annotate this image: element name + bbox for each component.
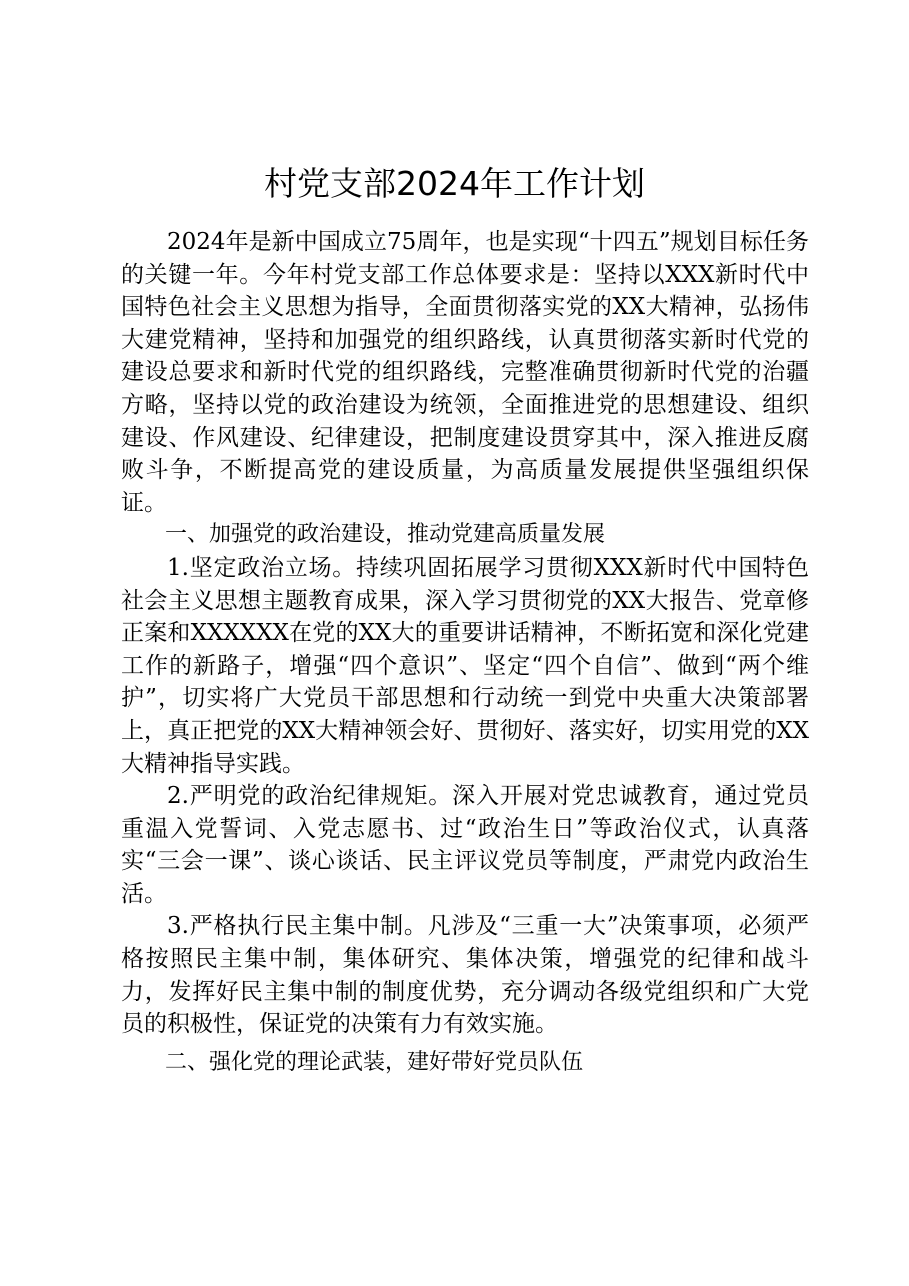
section1-item-1: 1.坚定政治立场。持续巩固拓展学习贯彻XXX新时代中国特色社会主义思想主题教育成果，深入学习贯彻党的XX大报告、党章修正案和XXXXXX在党的XX大的重要讲话精神，不断拓宽和深化党建工作的新路子，增强“四个意识”、坚定“四个自信”、做到“两个维护”，切实将广大党员干部思想和行动统一到党中央重大决策部署上，真正把党的XX大精神领会好、贯彻好、落实好，切实用党的XX大精神指导实践。 (121, 554, 809, 777)
document-title: 村党支部2024年工作计划 (264, 164, 645, 203)
document-body (121, 226, 809, 1079)
section1-item-2: 2.严明党的政治纪律规矩。深入开展对党忠诚教育，通过党员重温入党誓词、入党志愿书、过“政治生日”等政治仪式，认真落实“三会一课”、谈心谈话、民主评议党员等制度，严肃党内政治生活。 (121, 783, 809, 907)
intro-paragraph: 2024年是新中国成立75周年，也是实现“十四五”规划目标任务的关键一年。今年村党支部工作总体要求是：坚持以XXX新时代中国特色社会主义思想为指导，全面贯彻落实党的XX大精神，弘扬伟大建党精神，坚持和加强党的组织路线，认真贯彻落实新时代党的建设总要求和新时代党的组织路线，完整准确贯彻新时代党的治疆方略，坚持以党的政治建设为统领，全面推进党的思想建设、组织建设、作风建设、纪律建设，把制度建设贯穿其中，深入推进反腐败斗争，不断提高党的建设质量，为高质量发展提供坚强组织保证。 (121, 229, 809, 516)
section-heading-1: 一、加强党的政治建设，推动党建高质量发展 (165, 522, 606, 548)
section1-item-3: 3.严格执行民主集中制。凡涉及“三重一大”决策事项，必须严格按照民主集中制，集体研究、集体决策，增强党的纪律和战斗力，发挥好民主集中制的制度优势，充分调动各级党组织和广大党员的积极性，保证党的决策有力有效实施。 (121, 913, 809, 1038)
section-heading-2: 二、强化党的理论武装，建好带好党员队伍 (165, 1049, 584, 1075)
